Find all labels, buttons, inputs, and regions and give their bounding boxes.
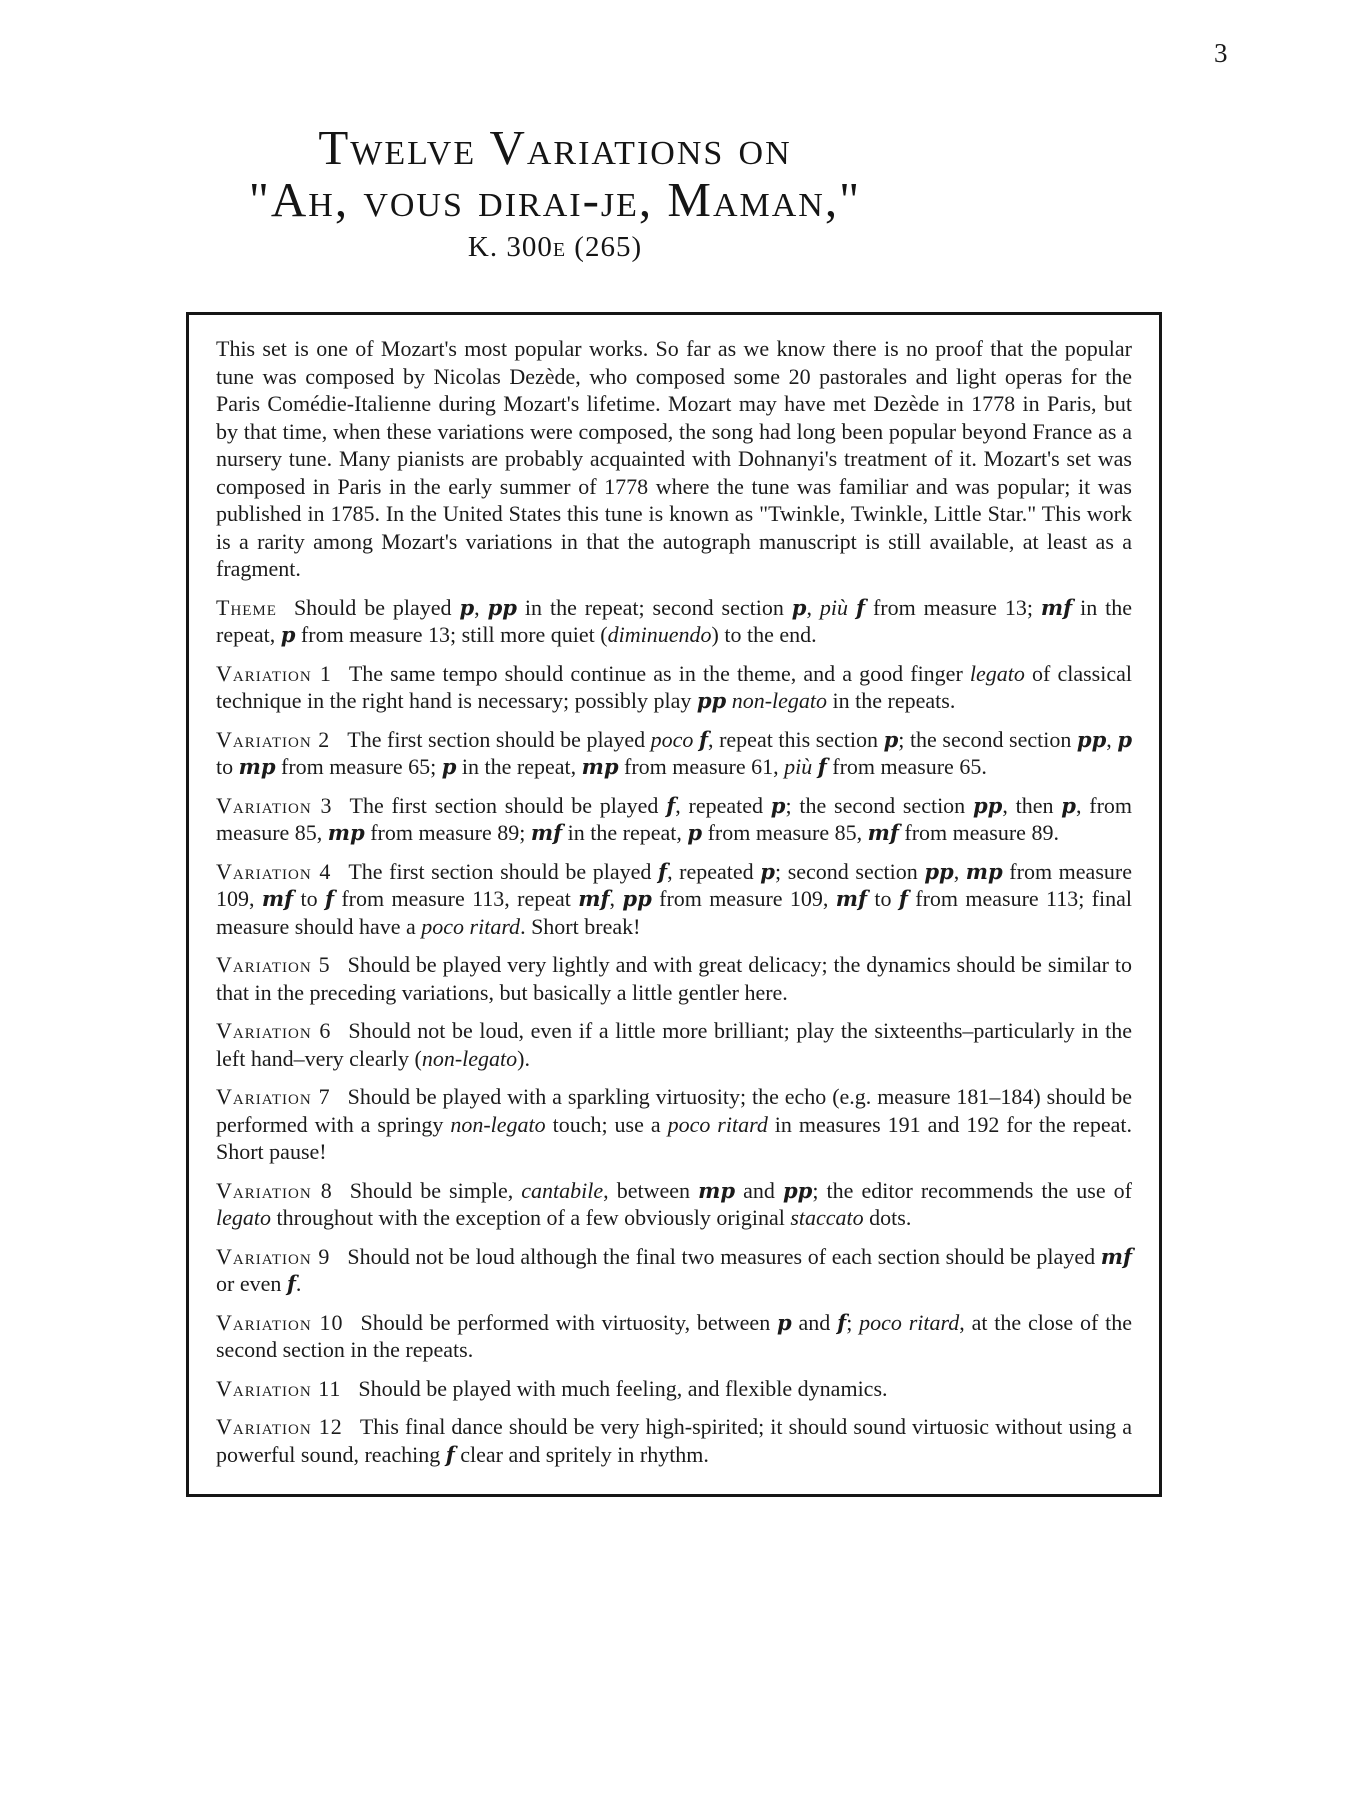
entry-variation-1-label: Variation 1 — [216, 660, 332, 686]
entry-variation-8 — [216, 1177, 1132, 1232]
entry-variation-6-text: Should not be loud, even if a little more brilliant; play the sixteenths–particularly in the left hand–very clearly (non-legato). — [216, 1018, 1132, 1071]
entry-variation-2-label: Variation 2 — [216, 726, 331, 752]
page-number: 3 — [1214, 38, 1228, 68]
entry-variation-9 — [216, 1243, 1132, 1298]
entry-variation-10-text: Should be performed with virtuosity, between p and f; poco ritard, at the close of the second section in the repeats. — [216, 1309, 1133, 1362]
entry-variation-3-label: Variation 3 — [216, 792, 333, 818]
entry-variation-9-label: Variation 9 — [216, 1243, 331, 1269]
entry-variation-12-label: Variation 12 — [216, 1414, 343, 1439]
entry-variation-9-text: Should not be loud although the final two measures of each section should be played mf or even f. — [216, 1243, 1133, 1296]
title-line-2: "Ah, vous dirai-je, Maman," — [248, 172, 862, 227]
entry-variation-6 — [216, 1017, 1132, 1072]
entry-variation-10 — [216, 1309, 1132, 1364]
entry-variation-5 — [216, 951, 1132, 1006]
entry-variation-11 — [216, 1375, 1132, 1403]
entry-variation-1-text: The same tempo should continue as in the theme, and a good finger legato of classical technique in the right hand is necessary; possibly play pp non-legato in the repeats. — [216, 660, 1132, 713]
entry-variation-4-label: Variation 4 — [216, 858, 332, 884]
entry-variation-11-label: Variation 11 — [216, 1375, 342, 1401]
entry-variation-12-text: This final dance should be very high-spirited; it should sound virtuosic without using a powerful sound, reaching f clear and spritely in rhythm. — [216, 1414, 1132, 1467]
entry-variation-12 — [216, 1413, 1132, 1468]
entry-variation-5-text: Should be played very lightly and with great delicacy; the dynamics should be similar to that in the preceding variations, but basically a little gentler here. — [216, 952, 1132, 1005]
title-line-1: Twelve Variations on — [318, 120, 792, 175]
entry-variation-4 — [216, 858, 1132, 941]
performance-notes-box — [186, 312, 1162, 1497]
entry-variation-3 — [216, 792, 1132, 847]
entry-variation-5-label: Variation 5 — [216, 952, 331, 977]
title-block — [0, 122, 1110, 264]
entry-variation-4-text: The first section should be played f, repeated p; second section pp, mp from measure 109, mf to f from measure 113, repeat mf, pp from measure 109, mf to f from measure 113; final measure should have a poco ritard. Short break! — [216, 858, 1132, 939]
entry-variation-7 — [216, 1083, 1132, 1166]
title-catalog-number: K. 300e (265) — [467, 231, 643, 263]
entry-variation-1 — [216, 660, 1132, 715]
entry-theme — [216, 594, 1132, 649]
entry-theme-text: Should be played p, pp in the repeat; second section p, più f from measure 13; mf in the repeat, p from measure 13; still more quiet (diminuendo) to the end. — [216, 594, 1133, 647]
entry-variation-2 — [216, 726, 1132, 781]
entry-variation-7-label: Variation 7 — [216, 1084, 331, 1109]
intro-paragraph: This set is one of Mozart's most popular works. So far as we know there is no proof that the popular tune was composed by Nicolas Dezède, who composed some 20 pastorales and light operas for the Paris Comédie-Italienne during Mozart's lifetime. Mozart may have met Dezède in 1778 in Paris, but by that time, when these variations were composed, the song had long been popular beyond France as a nursery tune. Many pianists are probably acquainted with Dohnanyi's treatment of it. Mozart's set was composed in Paris in the early summer of 1778 where the tune was familiar and was popular; it was published in 1785. In the United States this tune is known as "Twinkle, Twinkle, Little Star." This work is a rarity among Mozart's variations in that the autograph manuscript is still available, at least as a fragment. — [216, 336, 1132, 581]
entry-variation-10-label: Variation 10 — [216, 1309, 344, 1335]
entry-theme-label: Theme — [216, 594, 277, 620]
entry-variation-8-text: Should be simple, cantabile, between mp and pp; the editor recommends the use of legato throughout with the exception of a few obviously original staccato dots. — [216, 1177, 1133, 1230]
entry-variation-2-text: The first section should be played poco f, repeat this section p; the second section pp, p to mp from measure 65; p in the repeat, mp from measure 61, più f from measure 65. — [216, 726, 1133, 779]
entry-variation-8-label: Variation 8 — [216, 1177, 333, 1203]
entry-variation-7-text: Should be played with a sparkling virtuosity; the echo (e.g. measure 181–184) should be performed with a springy non-legato touch; use a poco ritard in measures 191 and 192 for the repeat. Short pause! — [216, 1084, 1132, 1164]
entry-variation-11-text: Should be played with much feeling, and flexible dynamics. — [358, 1375, 888, 1401]
entry-variation-3-text: The first section should be played f, repeated p; the second section pp, then p, from measure 85, mp from measure 89; mf in the repeat, p from measure 85, mf from measure 89. — [216, 792, 1133, 845]
entry-variation-6-label: Variation 6 — [216, 1018, 332, 1043]
